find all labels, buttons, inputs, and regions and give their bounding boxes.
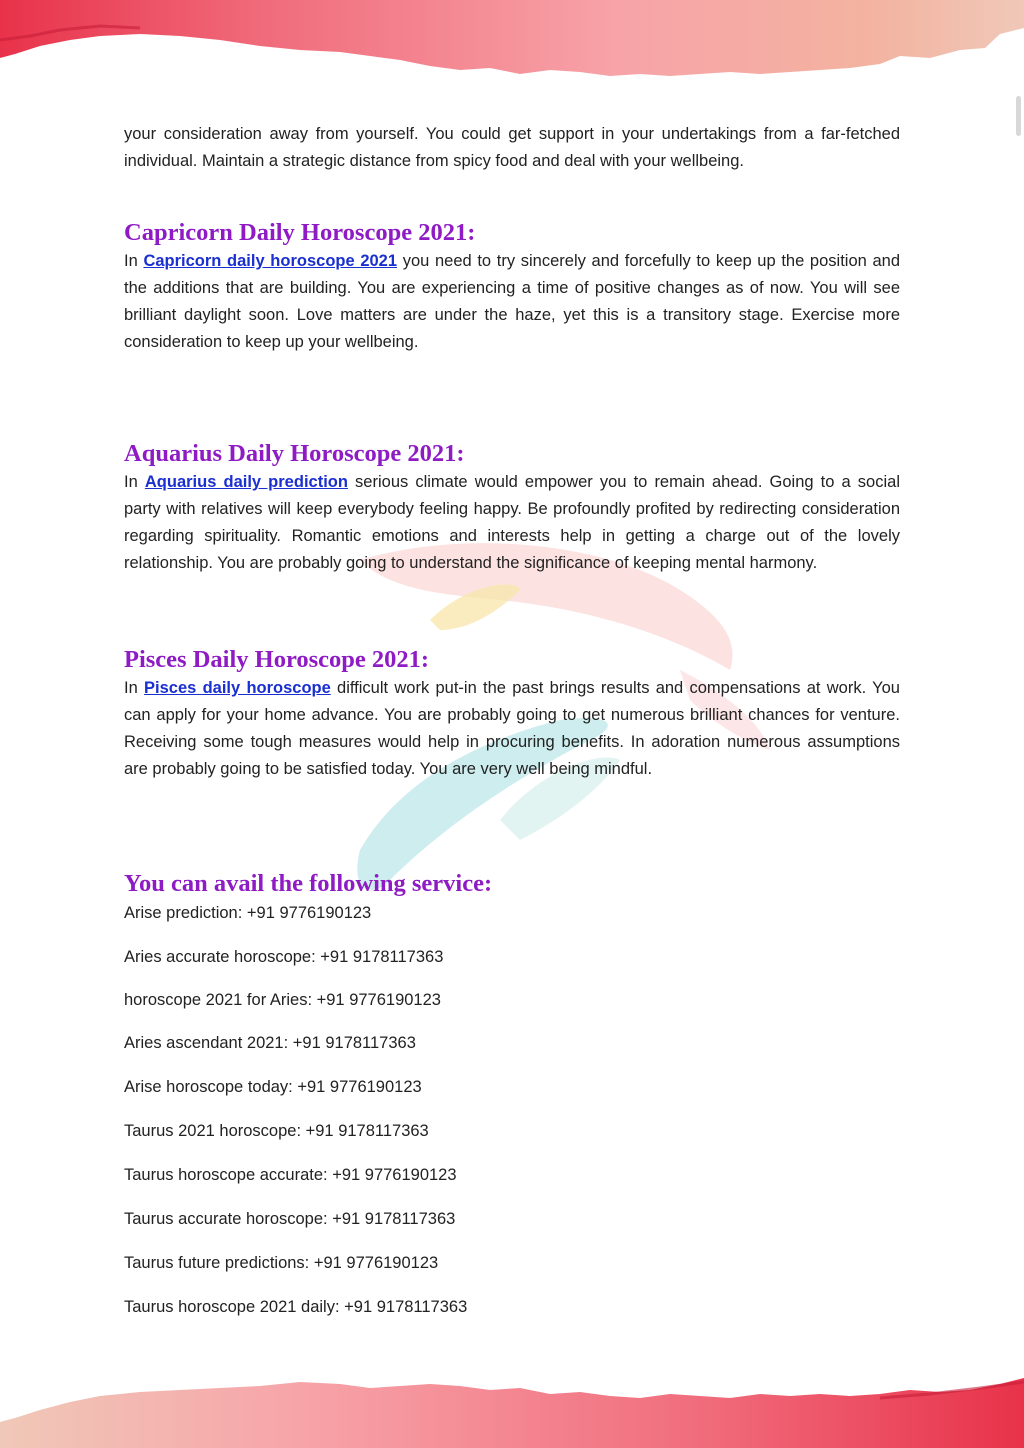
service-item: horoscope 2021 for Aries: +91 9776190123	[124, 991, 441, 1009]
aquarius-prefix: In	[124, 473, 145, 491]
capricorn-section	[124, 218, 900, 356]
pisces-body: difficult work put-in the past brings results and compensations at work. You can apply for your home advance. You are probably going to get numerous brilliant chances for venture. Receiving some tough measures would help in procuring benefits. In adoration numerous assumptions are probably going to be satisfied today. You are very well being mindful.	[124, 679, 900, 778]
pisces-heading: Pisces Daily Horoscope 2021:	[124, 646, 430, 673]
pisces-section	[124, 645, 900, 783]
capricorn-link[interactable]: Capricorn daily horoscope 2021	[143, 252, 398, 270]
service-item: Taurus horoscope 2021 daily: +91 9178117363	[124, 1298, 468, 1316]
pisces-link[interactable]: Pisces daily horoscope	[144, 679, 331, 697]
service-item: Taurus accurate horoscope: +91 9178117363	[124, 1210, 456, 1228]
service-item: Taurus horoscope accurate: +91 9776190123	[124, 1166, 457, 1184]
intro-paragraph: your consideration away from yourself. You could get support in your undertakings from a far-fetched individual. Maintain a strategic distance from spicy food and deal with your wellbeing.	[124, 125, 900, 170]
service-item: Aries accurate horoscope: +91 9178117363	[124, 948, 444, 966]
aquarius-section	[124, 439, 900, 577]
pisces-paragraph	[124, 675, 900, 783]
service-item: Aries ascendant 2021: +91 9178117363	[124, 1034, 416, 1052]
capricorn-heading: Capricorn Daily Horoscope 2021:	[124, 219, 476, 246]
service-item: Arise prediction: +91 9776190123	[124, 904, 372, 922]
bottom-banner	[0, 1338, 1024, 1448]
capricorn-body: you need to try sincerely and forcefully to keep up the position and the additions that are building. You are experiencing a time of positive changes as of now. You will see brilliant daylight soon. Love matters are under the haze, yet this is a transitory stage. Exercise more consideration to keep up your wellbeing.	[124, 252, 900, 351]
services-section	[124, 869, 900, 1329]
aquarius-heading: Aquarius Daily Horoscope 2021:	[124, 440, 465, 467]
aquarius-paragraph	[124, 469, 900, 577]
top-banner	[0, 0, 1024, 100]
capricorn-paragraph	[124, 248, 900, 356]
scrollbar-thumb[interactable]	[1016, 96, 1021, 136]
service-item: Arise horoscope today: +91 9776190123	[124, 1078, 422, 1096]
service-item: Taurus 2021 horoscope: +91 9178117363	[124, 1122, 429, 1140]
services-heading: You can avail the following service:	[124, 870, 493, 897]
aquarius-link[interactable]: Aquarius daily prediction	[144, 473, 348, 491]
intro-section	[124, 121, 900, 175]
pisces-prefix: In	[124, 679, 145, 697]
capricorn-prefix: In	[124, 252, 144, 270]
aquarius-body: serious climate would empower you to remain ahead. Going to a social party with relatives will keep everybody feeling happy. Be profoundly profited by redirecting consideration regarding spirituality. Romantic emotions and interests help in getting a charge out of the lovely relationship. You are probably going to understand the significance of keeping mental harmony.	[124, 473, 900, 572]
service-item: Taurus future predictions: +91 9776190123	[124, 1254, 439, 1272]
